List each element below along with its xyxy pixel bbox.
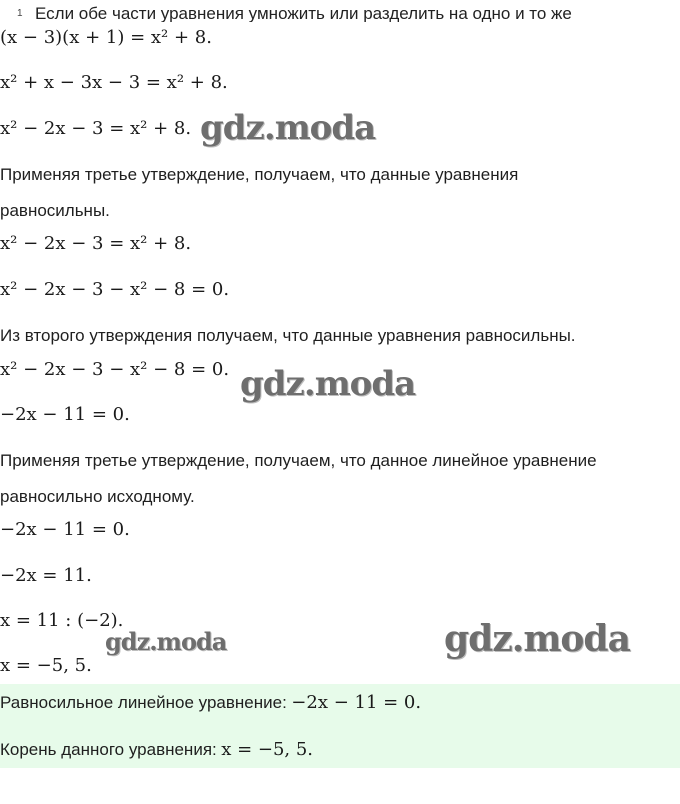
- equation-line: x² − 2x − 3 − x² − 8 = 0.: [0, 359, 230, 380]
- list-marker: 1: [17, 8, 23, 19]
- equation-line: x = 11 : (−2).: [0, 610, 124, 631]
- answer-math-2: x = −5, 5.: [221, 739, 314, 760]
- equation-line: x = −5, 5.: [0, 655, 92, 676]
- equation-line: −2x − 11 = 0.: [0, 519, 130, 540]
- header-text: Если обе части уравнения умножить или разделить на одно и то же: [35, 4, 572, 22]
- watermark-logo: gdz.moda: [200, 108, 376, 148]
- text-line: Применяя третье утверждение, получаем, что данное линейное уравнение: [0, 451, 597, 470]
- equation-line: x² − 2x − 3 = x² + 8.: [0, 233, 192, 254]
- answer-line-2: [0, 739, 313, 760]
- text-line: Из второго утверждения получаем, что данные уравнения равносильны.: [0, 326, 576, 345]
- watermark-logo: gdz.moda: [105, 627, 227, 656]
- cut-header: [0, 0, 680, 22]
- equation-line: −2x − 11 = 0.: [0, 404, 130, 425]
- equation-line: (x − 3)(x + 1) = x² + 8.: [0, 27, 212, 48]
- equation-line: x² + x − 3x − 3 = x² + 8.: [0, 72, 228, 93]
- answer-line-1: [0, 692, 421, 713]
- watermark-logo: gdz.moda: [240, 364, 416, 404]
- answer-label-1: Равносильное линейное уравнение:: [0, 693, 287, 712]
- answer-box: [0, 684, 680, 768]
- equation-line: x² − 2x − 3 − x² − 8 = 0.: [0, 279, 230, 300]
- text-line: равносильны.: [0, 201, 110, 220]
- watermark-logo: gdz.moda: [444, 618, 630, 660]
- answer-math-1: −2x − 11 = 0.: [291, 692, 422, 713]
- text-line: Применяя третье утверждение, получаем, что данные уравнения: [0, 165, 519, 184]
- text-line: равносильно исходному.: [0, 487, 195, 506]
- equation-line: x² − 2x − 3 = x² + 8.: [0, 118, 192, 139]
- equation-line: −2x = 11.: [0, 565, 92, 586]
- answer-label-2: Корень данного уравнения:: [0, 740, 217, 759]
